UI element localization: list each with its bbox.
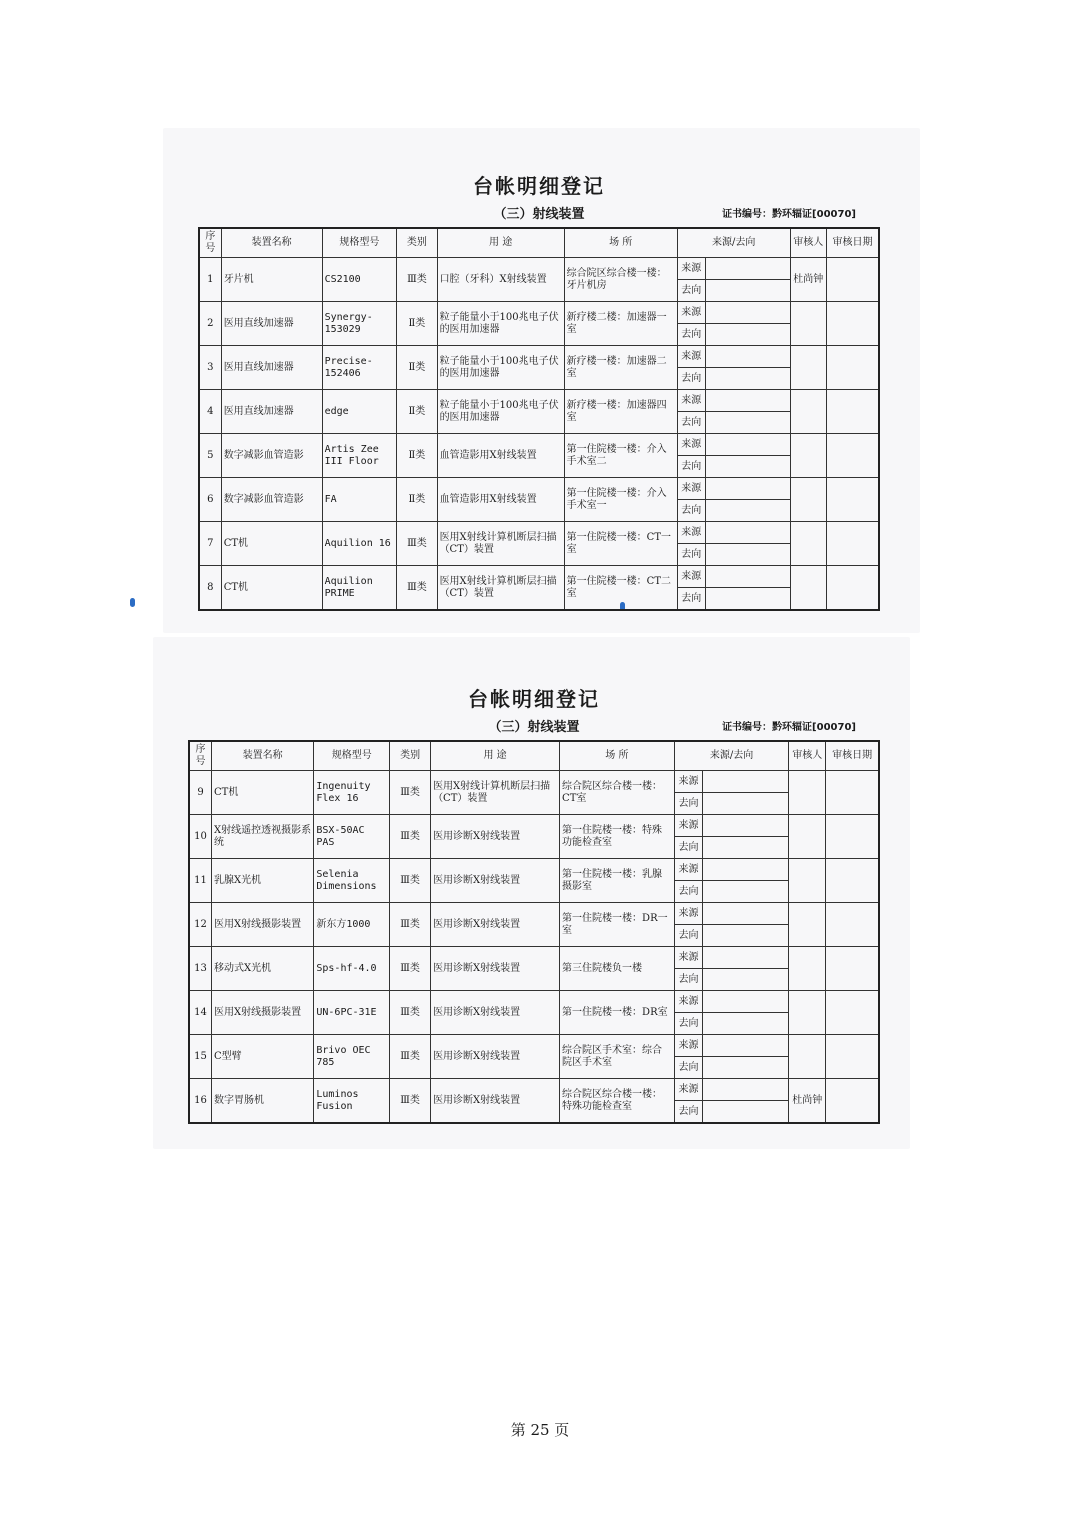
row-number: 15 — [189, 1035, 212, 1079]
device-location: 第三住院楼负一楼 — [560, 947, 675, 991]
table-row — [189, 903, 879, 925]
reviewer — [790, 522, 826, 566]
source-value — [703, 1079, 789, 1101]
table-row — [199, 434, 879, 456]
table-row — [199, 478, 879, 500]
review-date — [826, 478, 879, 522]
device-name: X射线遥控透视摄影系统 — [212, 815, 314, 859]
device-use: 医用诊断X射线装置 — [431, 1079, 560, 1124]
certificate-label: 证书编号： — [722, 722, 773, 733]
row-number: 14 — [189, 991, 212, 1035]
reviewer — [789, 903, 826, 947]
device-location: 第一住院楼一楼：CT二室 — [564, 566, 677, 611]
column-header: 序号 — [189, 741, 212, 771]
review-date — [826, 1079, 879, 1124]
certificate-number — [722, 205, 856, 220]
table-row — [189, 771, 879, 793]
device-location: 新疗楼二楼：加速器一室 — [564, 302, 677, 346]
source-value — [703, 947, 789, 969]
table-row — [199, 390, 879, 412]
device-location: 综合院区综合楼一楼：特殊功能检查室 — [560, 1079, 675, 1124]
device-model: Artis Zee III Floor — [322, 434, 397, 478]
device-category: Ⅲ类 — [390, 815, 431, 859]
destination-label: 去向 — [674, 837, 703, 859]
device-location: 第一住院楼一楼：乳腺摄影室 — [560, 859, 675, 903]
device-category: Ⅱ类 — [397, 434, 437, 478]
table-row — [189, 1079, 879, 1101]
source-value — [703, 859, 789, 881]
certificate-label: 证书编号： — [722, 209, 773, 220]
column-header: 规格型号 — [314, 741, 390, 771]
table-row — [189, 859, 879, 881]
column-header: 来源/去向 — [677, 228, 790, 258]
destination-label: 去向 — [677, 588, 705, 611]
sheet-subtitle: （三）射线装置 — [493, 207, 585, 222]
source-value — [703, 815, 789, 837]
device-name: 移动式X光机 — [212, 947, 314, 991]
reviewer — [790, 346, 826, 390]
destination-value — [705, 544, 790, 566]
certificate-value: 黔环辐证[00070] — [772, 722, 856, 733]
review-date — [826, 991, 879, 1035]
source-label: 来源 — [674, 771, 703, 793]
destination-value — [705, 456, 790, 478]
source-value — [703, 771, 789, 793]
device-use: 粒子能量小于100兆电子伏的医用加速器 — [437, 302, 564, 346]
sheet-subtitle: （三）射线装置 — [488, 720, 580, 735]
row-number: 9 — [189, 771, 212, 815]
reviewer — [790, 434, 826, 478]
table-row — [199, 522, 879, 544]
reviewer — [789, 815, 826, 859]
source-label: 来源 — [677, 566, 705, 588]
source-value — [705, 302, 790, 324]
source-label: 来源 — [677, 434, 705, 456]
device-use: 医用诊断X射线装置 — [431, 903, 560, 947]
sheet-title: 台帐明细登记 — [473, 174, 605, 198]
review-date — [826, 947, 879, 991]
destination-value — [705, 588, 790, 611]
destination-label: 去向 — [674, 1101, 703, 1124]
device-use: 医用诊断X射线装置 — [431, 859, 560, 903]
ink-mark-left — [130, 598, 135, 607]
device-category: Ⅲ类 — [390, 947, 431, 991]
column-header: 装置名称 — [212, 741, 314, 771]
reviewer: 杜尚钟 — [790, 258, 826, 302]
source-label: 来源 — [677, 302, 705, 324]
source-value — [705, 566, 790, 588]
certificate-value: 黔环辐证[00070] — [772, 209, 856, 220]
destination-label: 去向 — [677, 324, 705, 346]
reviewer — [789, 771, 826, 815]
source-value — [703, 903, 789, 925]
table-row — [189, 815, 879, 837]
source-label: 来源 — [677, 258, 705, 280]
device-model: Selenia Dimensions — [314, 859, 390, 903]
review-date — [826, 771, 879, 815]
device-location: 第一住院楼一楼：介入手术室二 — [564, 434, 677, 478]
device-model: Aquilion 16 — [322, 522, 397, 566]
source-label: 来源 — [674, 991, 703, 1013]
row-number: 8 — [199, 566, 221, 611]
device-category: Ⅲ类 — [390, 1079, 431, 1124]
row-number: 10 — [189, 815, 212, 859]
destination-value — [703, 793, 789, 815]
column-header: 来源/去向 — [674, 741, 789, 771]
row-number: 7 — [199, 522, 221, 566]
device-model: BSX-50AC PAS — [314, 815, 390, 859]
table-row — [199, 346, 879, 368]
destination-label: 去向 — [674, 1057, 703, 1079]
reviewer — [789, 947, 826, 991]
reviewer — [790, 566, 826, 611]
device-model: 新东方1000 — [314, 903, 390, 947]
column-header: 场 所 — [560, 741, 675, 771]
device-use: 医用诊断X射线装置 — [431, 947, 560, 991]
table-row — [189, 991, 879, 1013]
column-header: 用 途 — [437, 228, 564, 258]
device-name: CT机 — [221, 566, 322, 611]
destination-value — [703, 1101, 789, 1124]
row-number: 13 — [189, 947, 212, 991]
device-category: Ⅱ类 — [397, 478, 437, 522]
device-name: 医用直线加速器 — [221, 302, 322, 346]
reviewer — [790, 302, 826, 346]
destination-value — [705, 412, 790, 434]
device-name: 数字胃肠机 — [212, 1079, 314, 1124]
column-header: 类别 — [390, 741, 431, 771]
device-use: 医用X射线计算机断层扫描（CT）装置 — [437, 566, 564, 611]
subtitle-row — [198, 203, 880, 225]
source-label: 来源 — [677, 390, 705, 412]
device-category: Ⅲ类 — [390, 771, 431, 815]
source-value — [705, 434, 790, 456]
device-category: Ⅱ类 — [397, 390, 437, 434]
column-header: 审核日期 — [826, 741, 879, 771]
device-category: Ⅲ类 — [397, 522, 437, 566]
review-date — [826, 346, 879, 390]
device-model: Synergy-153029 — [322, 302, 397, 346]
device-name: 医用直线加速器 — [221, 390, 322, 434]
device-name: 医用X射线摄影装置 — [212, 991, 314, 1035]
source-value — [705, 478, 790, 500]
device-model: Luminos Fusion — [314, 1079, 390, 1124]
device-name: 数字减影血管造影 — [221, 478, 322, 522]
destination-label: 去向 — [677, 412, 705, 434]
device-location: 第一住院楼一楼：特殊功能检查室 — [560, 815, 675, 859]
destination-label: 去向 — [674, 925, 703, 947]
row-number: 11 — [189, 859, 212, 903]
device-use: 血管造影用X射线装置 — [437, 478, 564, 522]
destination-value — [703, 1057, 789, 1079]
destination-value — [703, 969, 789, 991]
device-location: 新疗楼一楼：加速器二室 — [564, 346, 677, 390]
device-category: Ⅲ类 — [390, 991, 431, 1035]
source-value — [705, 258, 790, 280]
destination-label: 去向 — [674, 1013, 703, 1035]
ledger-sheet-1 — [198, 170, 880, 611]
destination-value — [703, 925, 789, 947]
device-use: 口腔（牙科）X射线装置 — [437, 258, 564, 302]
table-row — [189, 947, 879, 969]
device-model: Precise-152406 — [322, 346, 397, 390]
destination-label: 去向 — [677, 368, 705, 390]
source-value — [705, 390, 790, 412]
reviewer — [789, 859, 826, 903]
table-row — [199, 258, 879, 280]
review-date — [826, 302, 879, 346]
column-header: 序号 — [199, 228, 221, 258]
subtitle-row — [188, 716, 880, 738]
device-category: Ⅱ类 — [397, 302, 437, 346]
device-category: Ⅱ类 — [397, 346, 437, 390]
device-category: Ⅲ类 — [397, 258, 437, 302]
column-header: 类别 — [397, 228, 437, 258]
review-date — [826, 258, 879, 302]
page-number: 第 25 页 — [510, 1421, 570, 1439]
review-date — [826, 903, 879, 947]
source-label: 来源 — [677, 522, 705, 544]
device-model: FA — [322, 478, 397, 522]
ledger-sheet-2 — [188, 683, 880, 1124]
row-number: 1 — [199, 258, 221, 302]
device-name: 医用直线加速器 — [221, 346, 322, 390]
device-category: Ⅲ类 — [397, 566, 437, 611]
destination-value — [705, 324, 790, 346]
column-header: 用 途 — [431, 741, 560, 771]
device-use: 医用X射线计算机断层扫描（CT）装置 — [431, 771, 560, 815]
device-name: CT机 — [212, 771, 314, 815]
device-name: 牙片机 — [221, 258, 322, 302]
source-label: 来源 — [674, 815, 703, 837]
header-row — [199, 228, 879, 258]
source-label: 来源 — [674, 1079, 703, 1101]
device-model: Brivo OEC 785 — [314, 1035, 390, 1079]
destination-label: 去向 — [674, 881, 703, 903]
source-value — [705, 522, 790, 544]
row-number: 3 — [199, 346, 221, 390]
destination-label: 去向 — [677, 456, 705, 478]
column-header: 装置名称 — [221, 228, 322, 258]
sheet-title: 台帐明细登记 — [468, 687, 600, 711]
certificate-number — [722, 718, 856, 733]
source-label: 来源 — [674, 1035, 703, 1057]
review-date — [826, 434, 879, 478]
source-value — [705, 346, 790, 368]
device-model: Sps-hf-4.0 — [314, 947, 390, 991]
destination-value — [703, 881, 789, 903]
destination-value — [705, 368, 790, 390]
review-date — [826, 815, 879, 859]
row-number: 5 — [199, 434, 221, 478]
device-model: Aquilion PRIME — [322, 566, 397, 611]
ledger-table — [198, 227, 880, 611]
column-header: 场 所 — [564, 228, 677, 258]
reviewer: 杜尚钟 — [789, 1079, 826, 1124]
source-label: 来源 — [674, 947, 703, 969]
device-name: 乳腺X光机 — [212, 859, 314, 903]
device-use: 医用诊断X射线装置 — [431, 1035, 560, 1079]
review-date — [826, 859, 879, 903]
row-number: 16 — [189, 1079, 212, 1124]
device-location: 第一住院楼一楼：DR一室 — [560, 903, 675, 947]
review-date — [826, 1035, 879, 1079]
row-number: 6 — [199, 478, 221, 522]
header-row — [189, 741, 879, 771]
reviewer — [789, 991, 826, 1035]
device-use: 医用X射线计算机断层扫描（CT）装置 — [437, 522, 564, 566]
review-date — [826, 566, 879, 611]
device-name: 数字减影血管造影 — [221, 434, 322, 478]
reviewer — [790, 390, 826, 434]
device-name: 医用X射线摄影装置 — [212, 903, 314, 947]
column-header: 规格型号 — [322, 228, 397, 258]
source-label: 来源 — [674, 903, 703, 925]
device-use: 粒子能量小于100兆电子伏的医用加速器 — [437, 390, 564, 434]
reviewer — [790, 478, 826, 522]
row-number: 2 — [199, 302, 221, 346]
column-header: 审核日期 — [826, 228, 879, 258]
table-row — [199, 302, 879, 324]
destination-value — [703, 1013, 789, 1035]
destination-label: 去向 — [677, 544, 705, 566]
device-location: 综合院区手术室：综合院区手术室 — [560, 1035, 675, 1079]
device-category: Ⅲ类 — [390, 903, 431, 947]
review-date — [826, 390, 879, 434]
source-label: 来源 — [674, 859, 703, 881]
device-use: 医用诊断X射线装置 — [431, 815, 560, 859]
ledger-table — [188, 740, 880, 1124]
source-value — [703, 1035, 789, 1057]
source-label: 来源 — [677, 346, 705, 368]
device-model: CS2100 — [322, 258, 397, 302]
destination-label: 去向 — [674, 969, 703, 991]
device-name: CT机 — [221, 522, 322, 566]
row-number: 12 — [189, 903, 212, 947]
table-row — [199, 566, 879, 588]
device-use: 医用诊断X射线装置 — [431, 991, 560, 1035]
device-location: 第一住院楼一楼：介入手术室一 — [564, 478, 677, 522]
destination-label: 去向 — [674, 793, 703, 815]
device-location: 综合院区综合楼一楼：CT室 — [560, 771, 675, 815]
destination-value — [705, 500, 790, 522]
device-location: 第一住院楼一楼：DR室 — [560, 991, 675, 1035]
destination-value — [703, 837, 789, 859]
destination-label: 去向 — [677, 500, 705, 522]
column-header: 审核人 — [790, 228, 826, 258]
table-row — [189, 1035, 879, 1057]
device-model: UN-6PC-31E — [314, 991, 390, 1035]
device-use: 粒子能量小于100兆电子伏的医用加速器 — [437, 346, 564, 390]
device-name: C型臂 — [212, 1035, 314, 1079]
row-number: 4 — [199, 390, 221, 434]
device-use: 血管造影用X射线装置 — [437, 434, 564, 478]
device-model: edge — [322, 390, 397, 434]
reviewer — [789, 1035, 826, 1079]
source-value — [703, 991, 789, 1013]
destination-label: 去向 — [677, 280, 705, 302]
device-location: 第一住院楼一楼：CT一室 — [564, 522, 677, 566]
column-header: 审核人 — [789, 741, 826, 771]
device-location: 综合院区综合楼一楼：牙片机房 — [564, 258, 677, 302]
device-model: Ingenuity Flex 16 — [314, 771, 390, 815]
device-category: Ⅲ类 — [390, 1035, 431, 1079]
source-label: 来源 — [677, 478, 705, 500]
device-location: 新疗楼一楼：加速器四室 — [564, 390, 677, 434]
destination-value — [705, 280, 790, 302]
review-date — [826, 522, 879, 566]
device-category: Ⅲ类 — [390, 859, 431, 903]
